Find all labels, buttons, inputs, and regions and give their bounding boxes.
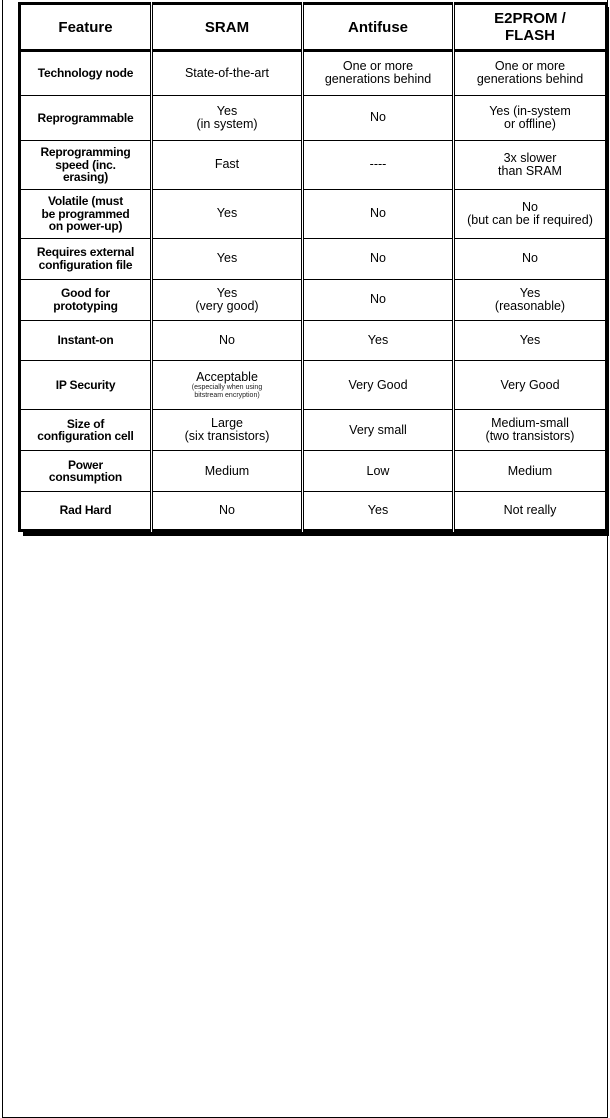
sram-cell: Large (six transistors)	[152, 410, 303, 451]
table-row	[20, 279, 607, 320]
header-antifuse: Antifuse	[303, 4, 454, 51]
flash-cell: Not really	[454, 492, 607, 531]
antifuse-cell: Yes	[303, 320, 454, 361]
antifuse-cell: No	[303, 95, 454, 140]
antifuse-cell: ----	[303, 140, 454, 189]
feature-cell: Technology node	[20, 51, 152, 96]
table-row	[20, 140, 607, 189]
table-row	[20, 361, 607, 410]
table-row	[20, 51, 607, 96]
feature-cell: Reprogramming speed (inc. erasing)	[20, 140, 152, 189]
feature-cell: Good for prototyping	[20, 279, 152, 320]
flash-cell: Yes (reasonable)	[454, 279, 607, 320]
feature-cell: Rad Hard	[20, 492, 152, 531]
antifuse-cell: Low	[303, 451, 454, 492]
header-row	[20, 4, 607, 51]
sram-cell: Acceptable (especially when using bitstream encryption)	[152, 361, 303, 410]
flash-cell: No (but can be if required)	[454, 189, 607, 238]
sram-cell: No	[152, 492, 303, 531]
antifuse-cell: One or more generations behind	[303, 51, 454, 96]
sram-cell: State-of-the-art	[152, 51, 303, 96]
sram-cell: Yes	[152, 189, 303, 238]
table-row	[20, 95, 607, 140]
comparison-table-container	[18, 2, 609, 536]
flash-cell: Very Good	[454, 361, 607, 410]
feature-cell: Reprogrammable	[20, 95, 152, 140]
antifuse-cell: Very small	[303, 410, 454, 451]
sram-cell: Yes (in system)	[152, 95, 303, 140]
flash-cell: Medium-small (two transistors)	[454, 410, 607, 451]
antifuse-cell: Yes	[303, 492, 454, 531]
header-flash: E2PROM / FLASH	[454, 4, 607, 51]
feature-cell: Size of configuration cell	[20, 410, 152, 451]
feature-cell: Instant-on	[20, 320, 152, 361]
sram-cell: Yes (very good)	[152, 279, 303, 320]
flash-cell: 3x slower than SRAM	[454, 140, 607, 189]
sram-cell: Yes	[152, 238, 303, 279]
table-row	[20, 492, 607, 531]
feature-cell: IP Security	[20, 361, 152, 410]
sram-security-note: bitstream encryption)	[194, 391, 260, 399]
table-row	[20, 189, 607, 238]
table-row	[20, 410, 607, 451]
fpga-technology-comparison-table	[18, 2, 608, 532]
flash-cell: Yes (in-system or offline)	[454, 95, 607, 140]
table-row	[20, 238, 607, 279]
flash-cell: No	[454, 238, 607, 279]
sram-cell: No	[152, 320, 303, 361]
sram-cell: Fast	[152, 140, 303, 189]
header-feature: Feature	[20, 4, 152, 51]
feature-cell: Requires external configuration file	[20, 238, 152, 279]
antifuse-cell: No	[303, 279, 454, 320]
sram-security-note: (especially when using	[191, 383, 263, 391]
feature-cell: Volatile (must be programmed on power-up)	[20, 189, 152, 238]
antifuse-cell: Very Good	[303, 361, 454, 410]
header-sram: SRAM	[152, 4, 303, 51]
table-row	[20, 320, 607, 361]
sram-cell: Medium	[152, 451, 303, 492]
flash-cell: Yes	[454, 320, 607, 361]
antifuse-cell: No	[303, 238, 454, 279]
table-row	[20, 451, 607, 492]
flash-cell: One or more generations behind	[454, 51, 607, 96]
feature-cell: Power consumption	[20, 451, 152, 492]
antifuse-cell: No	[303, 189, 454, 238]
flash-cell: Medium	[454, 451, 607, 492]
